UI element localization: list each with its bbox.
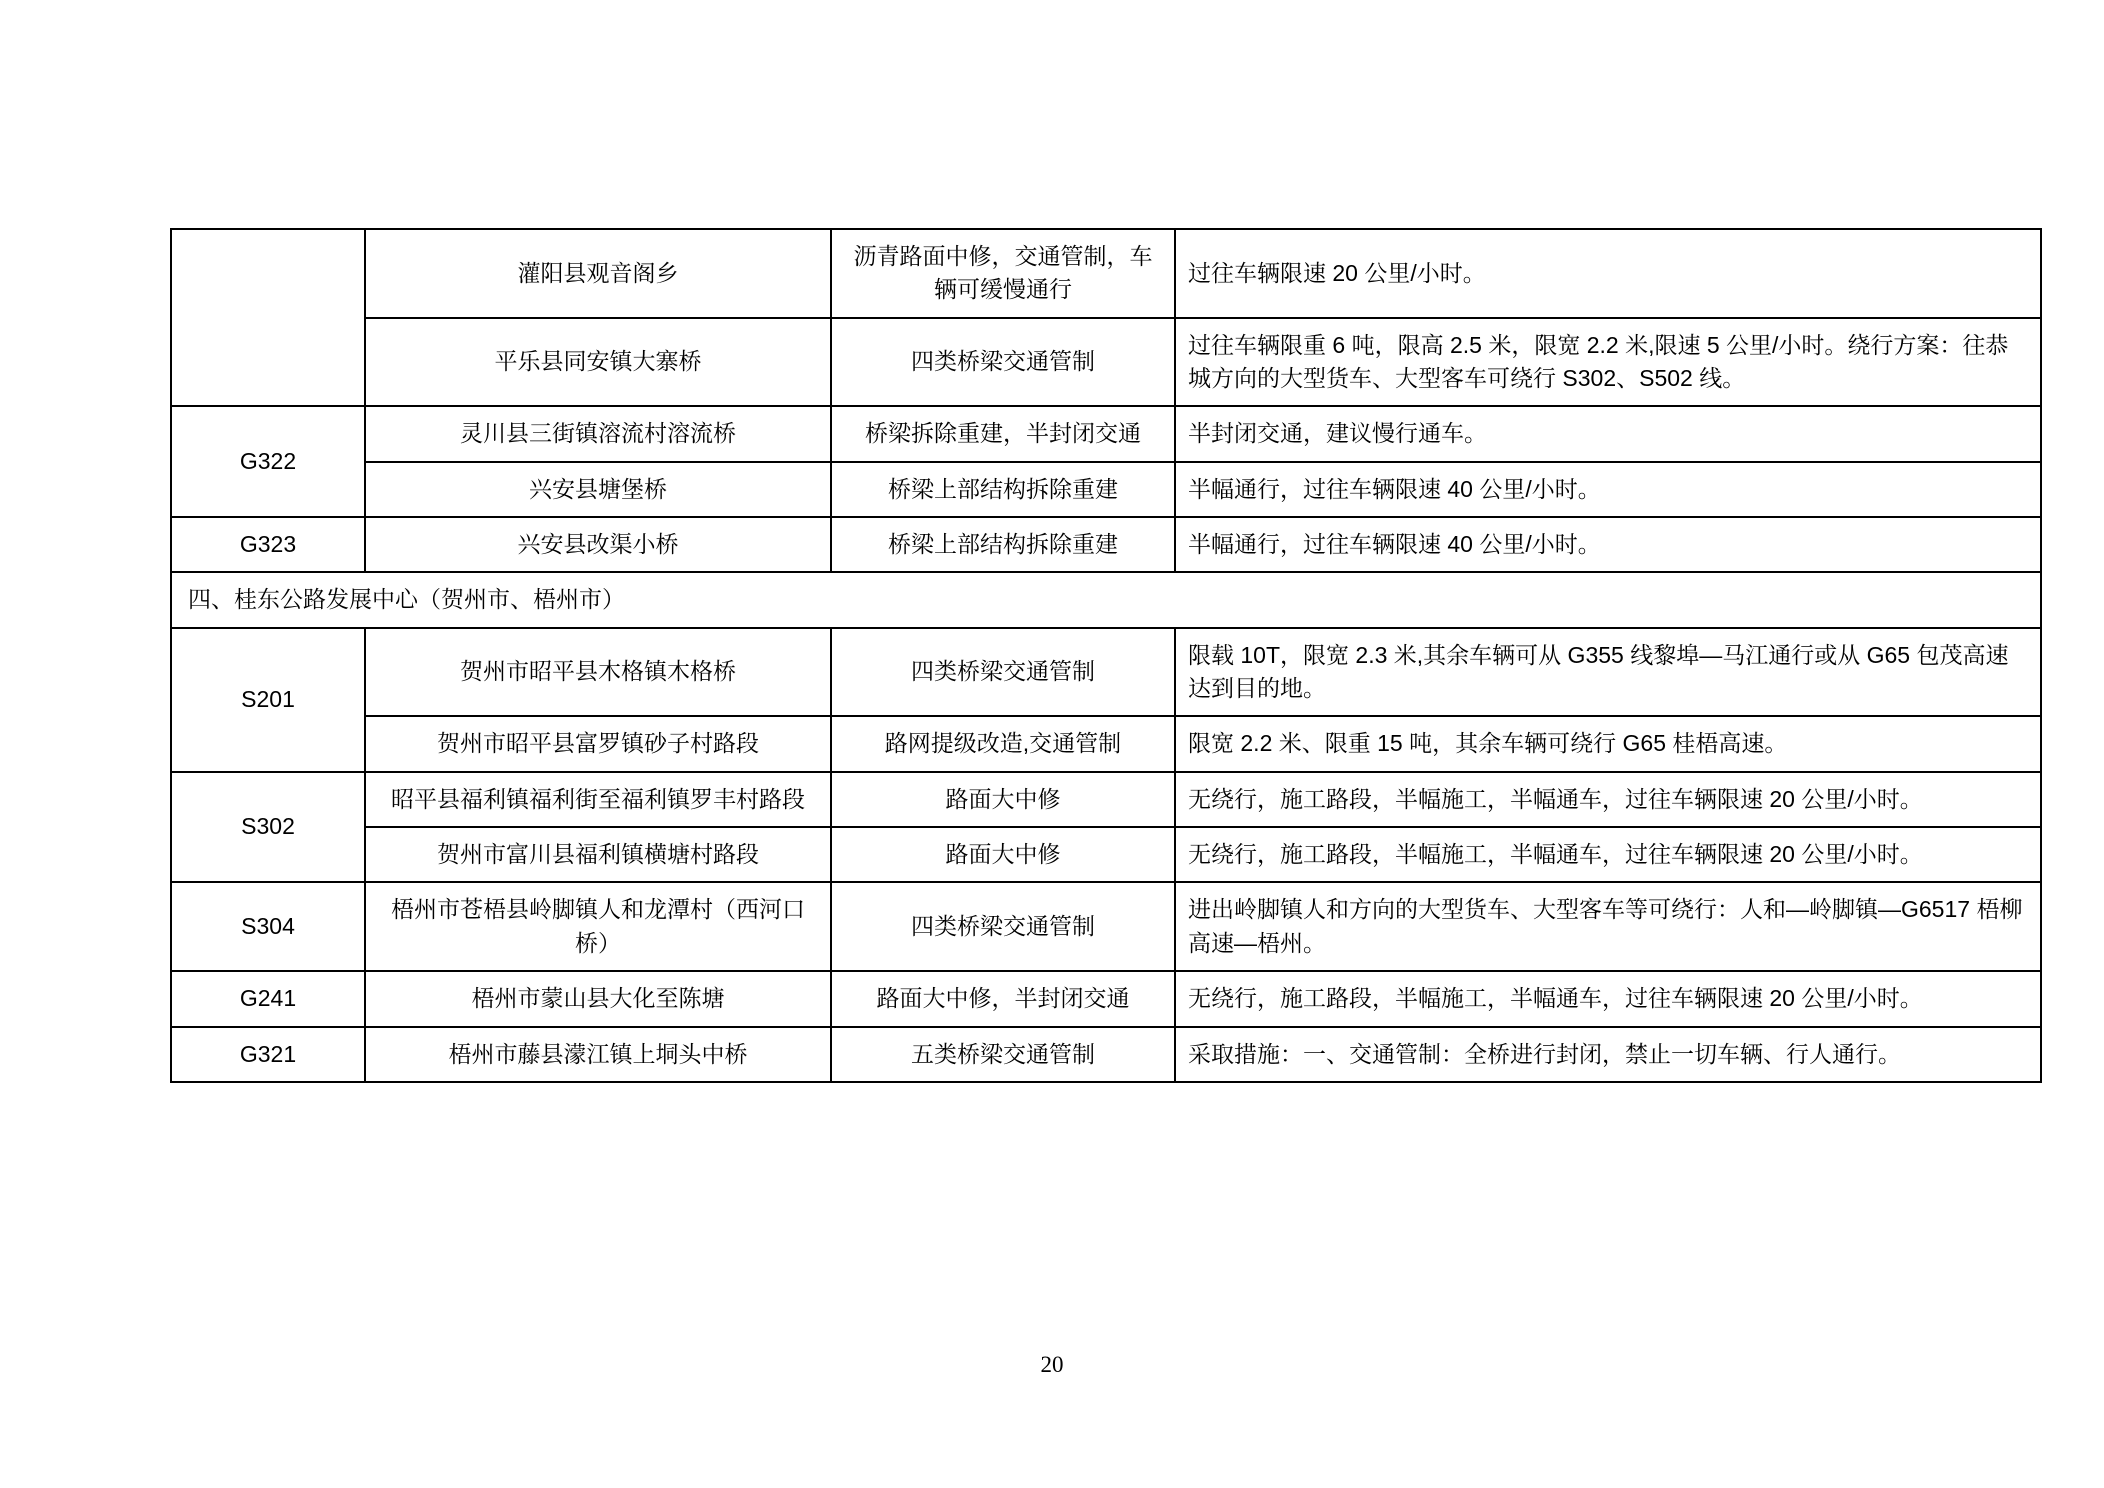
location-cell: 贺州市昭平县木格镇木格桥: [365, 628, 831, 717]
location-cell: 昭平县福利镇福利街至福利镇罗丰村路段: [365, 772, 831, 827]
location-cell: 兴安县塘堡桥: [365, 462, 831, 517]
location-cell: 贺州市昭平县富罗镇砂子村路段: [365, 716, 831, 771]
work-type-cell: 路面大中修，半封闭交通: [831, 971, 1175, 1026]
measure-cell: 半封闭交通，建议慢行通车。: [1175, 406, 2041, 461]
route-code-cell: G323: [171, 517, 365, 572]
location-cell: 梧州市苍梧县岭脚镇人和龙潭村（西河口桥）: [365, 882, 831, 971]
route-code-cell: G321: [171, 1027, 365, 1082]
work-type-cell: 四类桥梁交通管制: [831, 882, 1175, 971]
page-number: 20: [1040, 1352, 1064, 1377]
work-type-cell: 路网提级改造,交通管制: [831, 716, 1175, 771]
location-cell: 贺州市富川县福利镇横塘村路段: [365, 827, 831, 882]
table-section-row: [171, 572, 2041, 627]
measure-cell: 半幅通行，过往车辆限速 40 公里/小时。: [1175, 517, 2041, 572]
section-heading: 四、桂东公路发展中心（贺州市、梧州市）: [171, 572, 2041, 627]
work-type-cell: 路面大中修: [831, 772, 1175, 827]
work-type-cell: 沥青路面中修，交通管制，车辆可缓慢通行: [831, 229, 1175, 318]
work-type-cell: 四类桥梁交通管制: [831, 628, 1175, 717]
location-cell: 梧州市藤县濛江镇上垌头中桥: [365, 1027, 831, 1082]
location-cell: 平乐县同安镇大寨桥: [365, 318, 831, 407]
route-code-cell: [171, 229, 365, 406]
table-row: [171, 318, 2041, 407]
measure-cell: 限宽 2.2 米、限重 15 吨，其余车辆可绕行 G65 桂梧高速。: [1175, 716, 2041, 771]
measure-cell: 进出岭脚镇人和方向的大型货车、大型客车等可绕行：人和—岭脚镇—G6517 梧柳高速—梧州。: [1175, 882, 2041, 971]
measure-cell: 采取措施：一、交通管制：全桥进行封闭，禁止一切车辆、行人通行。: [1175, 1027, 2041, 1082]
route-code-cell: S304: [171, 882, 365, 971]
measure-cell: 无绕行，施工路段，半幅施工，半幅通车，过往车辆限速 20 公里/小时。: [1175, 772, 2041, 827]
work-type-cell: 桥梁上部结构拆除重建: [831, 517, 1175, 572]
location-cell: 兴安县改渠小桥: [365, 517, 831, 572]
work-type-cell: 路面大中修: [831, 827, 1175, 882]
route-code-cell: G241: [171, 971, 365, 1026]
measure-cell: 过往车辆限重 6 吨，限高 2.5 米，限宽 2.2 米,限速 5 公里/小时。绕行方案：往恭城方向的大型货车、大型客车可绕行 S302、S502 线。: [1175, 318, 2041, 407]
table-row: [171, 517, 2041, 572]
measure-cell: 无绕行，施工路段，半幅施工，半幅通车，过往车辆限速 20 公里/小时。: [1175, 971, 2041, 1026]
table-row: [171, 229, 2041, 318]
table-row: [171, 827, 2041, 882]
work-type-cell: 五类桥梁交通管制: [831, 1027, 1175, 1082]
table-row: [171, 882, 2041, 971]
table-body: [171, 229, 2041, 1082]
measure-cell: 无绕行，施工路段，半幅施工，半幅通车，过往车辆限速 20 公里/小时。: [1175, 827, 2041, 882]
table-row: [171, 971, 2041, 1026]
route-code-cell: S201: [171, 628, 365, 772]
location-cell: 灌阳县观音阁乡: [365, 229, 831, 318]
work-type-cell: 桥梁上部结构拆除重建: [831, 462, 1175, 517]
table-row: [171, 772, 2041, 827]
work-type-cell: 四类桥梁交通管制: [831, 318, 1175, 407]
table-row: [171, 628, 2041, 717]
work-type-cell: 桥梁拆除重建，半封闭交通: [831, 406, 1175, 461]
route-code-cell: G322: [171, 406, 365, 517]
table-row: [171, 1027, 2041, 1082]
road-control-table: [170, 228, 2042, 1083]
location-cell: 梧州市蒙山县大化至陈塘: [365, 971, 831, 1026]
measure-cell: 半幅通行，过往车辆限速 40 公里/小时。: [1175, 462, 2041, 517]
measure-cell: 过往车辆限速 20 公里/小时。: [1175, 229, 2041, 318]
route-code-cell: S302: [171, 772, 365, 883]
table-row: [171, 462, 2041, 517]
measure-cell: 限载 10T，限宽 2.3 米,其余车辆可从 G355 线黎埠—马江通行或从 G65 包茂高速达到目的地。: [1175, 628, 2041, 717]
table-row: [171, 406, 2041, 461]
table-row: [171, 716, 2041, 771]
location-cell: 灵川县三街镇溶流村溶流桥: [365, 406, 831, 461]
